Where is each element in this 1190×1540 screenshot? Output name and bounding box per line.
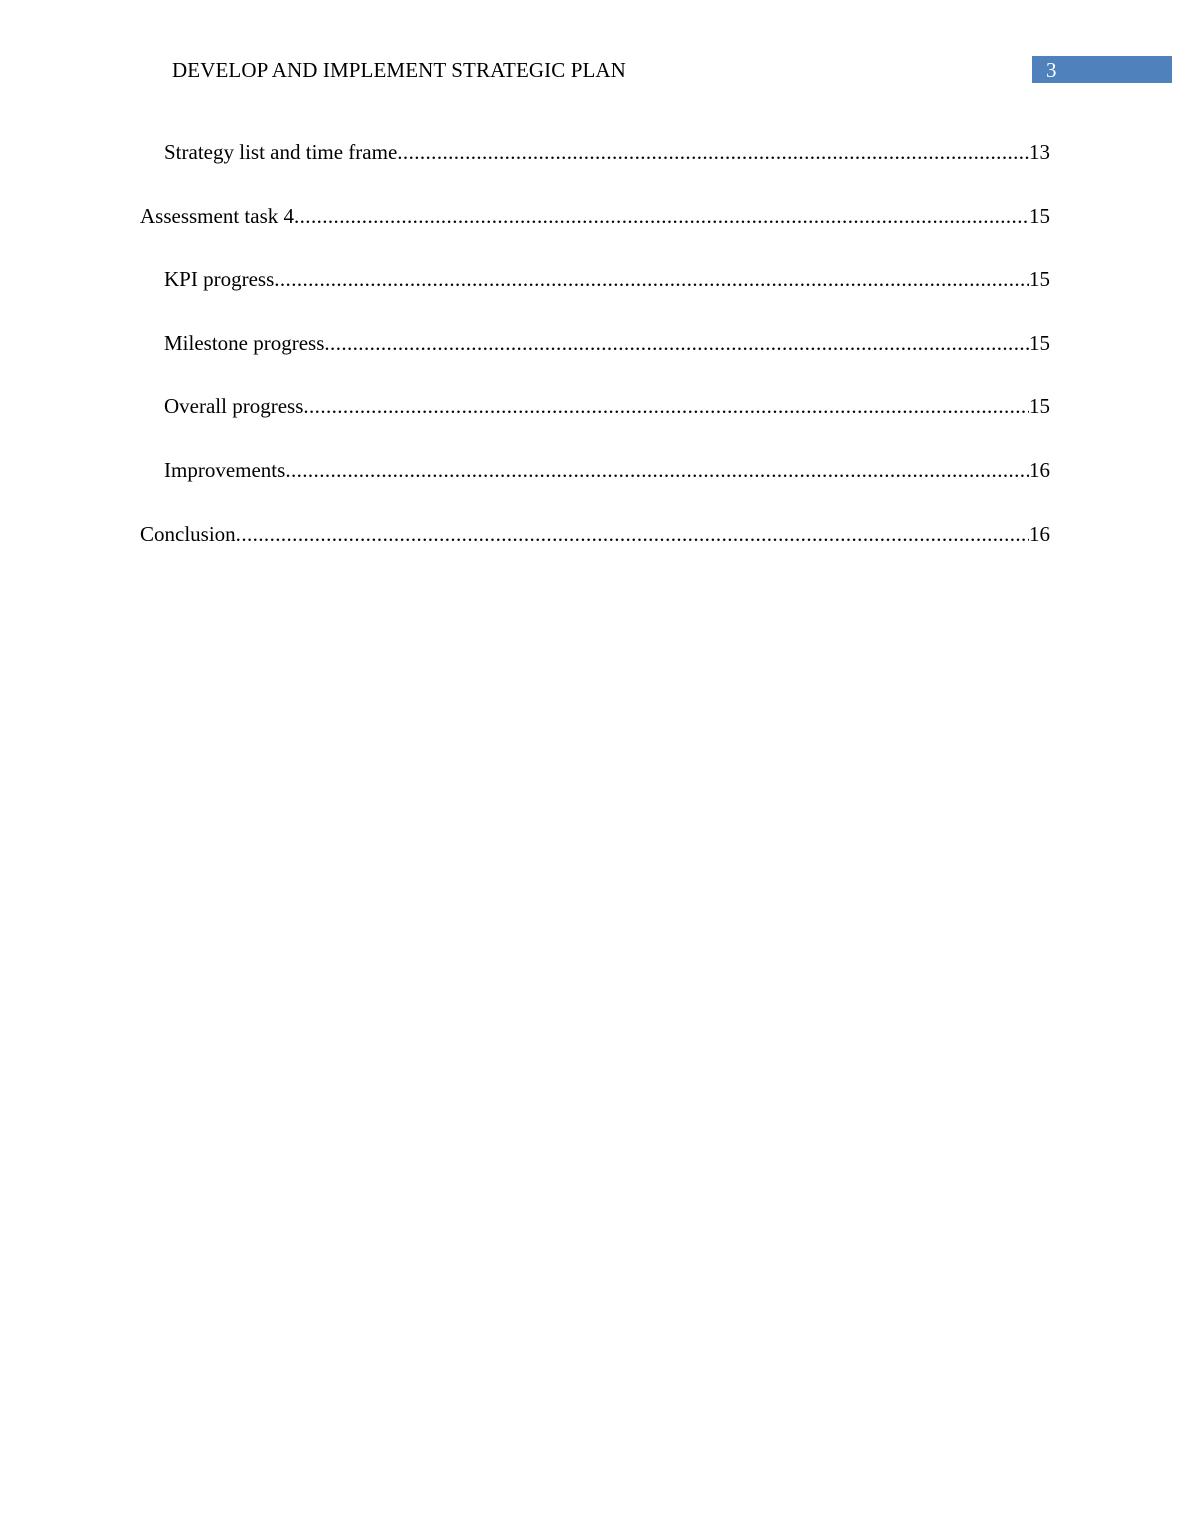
toc-dot-leader [236,522,1029,546]
toc-entry-title: Strategy list and time frame [164,140,398,164]
toc-dot-leader [274,267,1029,291]
toc-entry-page: 16 [1029,521,1050,546]
toc-entry-title: Milestone progress [164,330,325,355]
toc-dot-leader [294,204,1029,228]
page-header [0,56,1190,84]
toc-entry-title: Overall progress [164,394,304,419]
toc-entry-page: 16 [1029,457,1050,482]
toc-entry[interactable] [140,458,1050,482]
toc-entry[interactable] [140,522,1050,546]
toc-dot-leader [324,331,1029,355]
page-number-badge [1032,56,1172,83]
toc-entry-page: 15 [1029,330,1050,355]
toc-entry-page: 15 [1029,203,1050,228]
table-of-contents [140,140,1050,585]
toc-entry[interactable] [140,267,1050,291]
toc-entry-title: Conclusion [140,521,236,546]
page-number: 3 [1046,58,1057,82]
toc-entry-title: Assessment task 4 [140,203,294,228]
toc-entry-page: 13 [1029,140,1050,164]
toc-entry-title: Improvements [164,457,286,482]
toc-dot-leader [285,458,1029,482]
toc-entry-page: 15 [1029,394,1050,419]
toc-entry[interactable] [140,394,1050,418]
toc-entry-title: KPI progress [164,267,275,292]
toc-entry-page: 15 [1029,267,1050,292]
toc-entry[interactable] [140,204,1050,228]
toc-entry[interactable] [140,331,1050,355]
toc-dot-leader [397,140,1029,164]
running-header-title: DEVELOP AND IMPLEMENT STRATEGIC PLAN [172,58,626,82]
toc-dot-leader [303,394,1029,418]
toc-entry[interactable] [140,140,1050,164]
